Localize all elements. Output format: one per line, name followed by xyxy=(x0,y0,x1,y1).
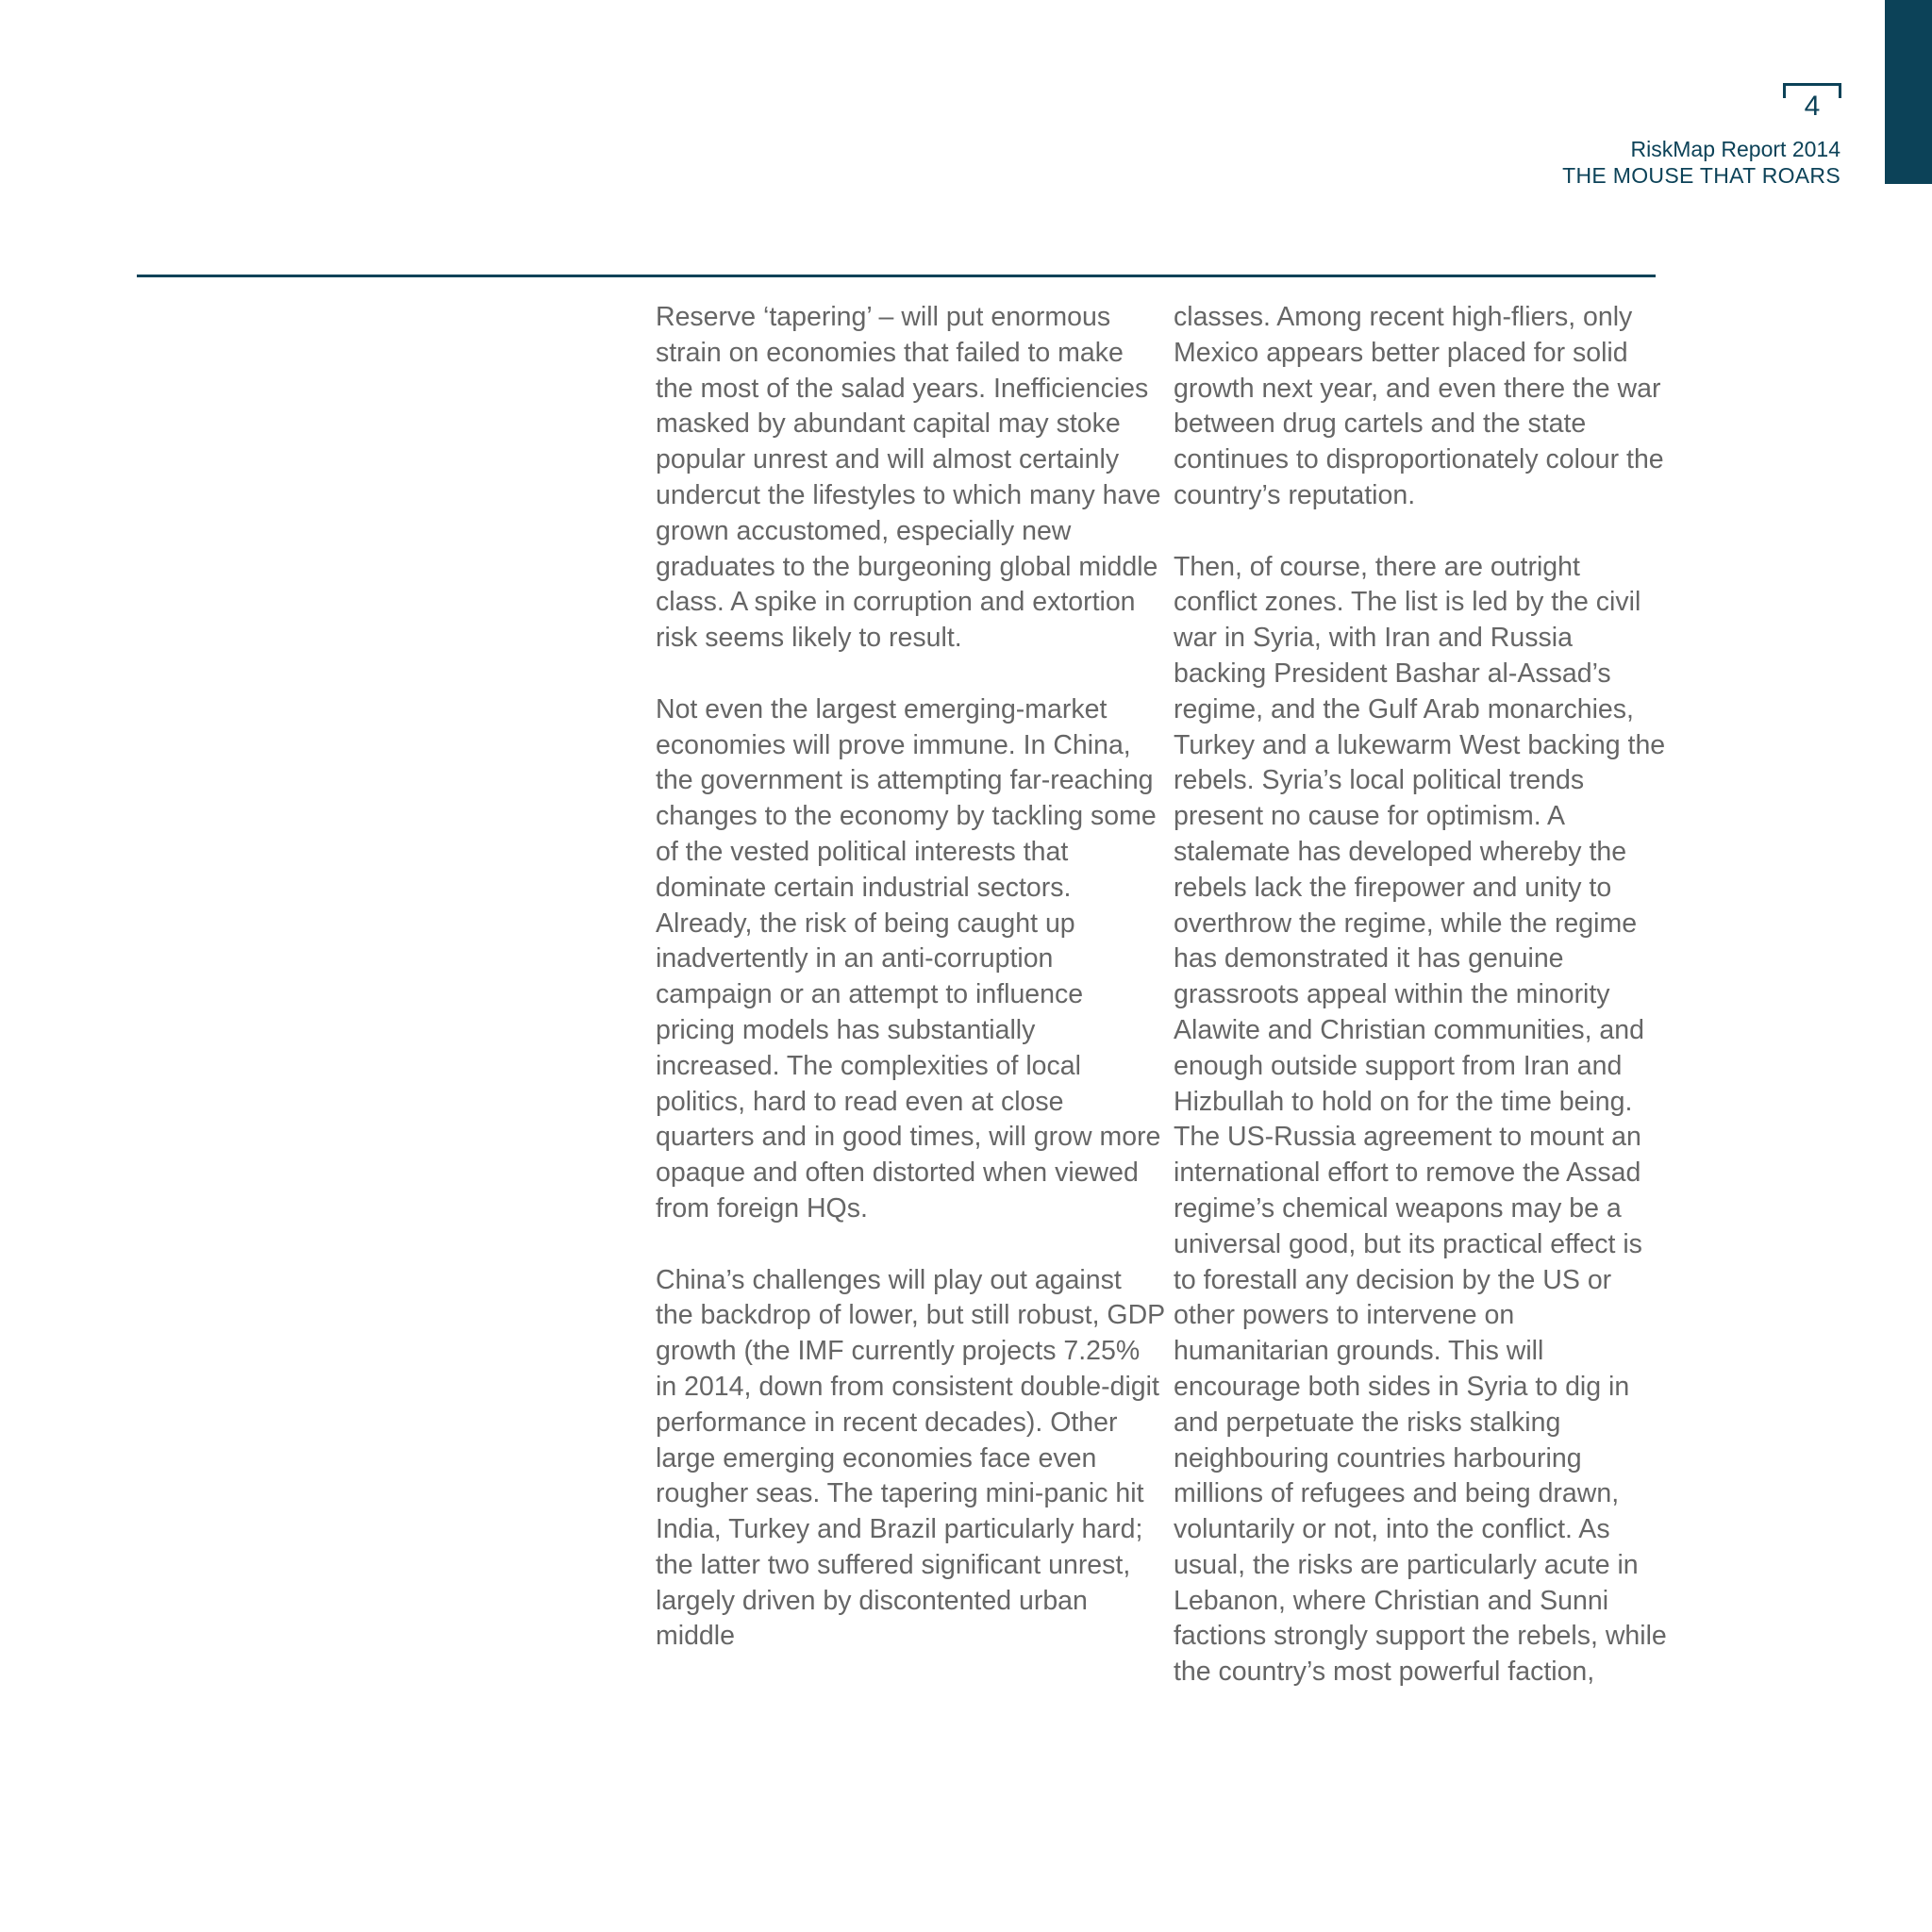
paragraph: Reserve ‘tapering’ – will put enormous strain on economies that failed to make the most of the salad years. Inefficiencies masked by abundant capital may stoke popular unrest and will almost certainly undercut the lifestyles to which many have grown accustomed, especially new graduates to the burgeoning global middle class. A spike in corruption and extortion risk seems likely to result. xyxy=(656,302,1161,654)
left-column xyxy=(656,300,1165,1690)
paragraph: China’s challenges will play out against the backdrop of lower, but still robust, GDP growth (the IMF currently projects 7.25% in 2014, down from consistent double-digit performance in recent decades). Other large emerging economies face even rougher seas. The tapering mini-panic hit India, Turkey and Brazil particularly hard; the latter two suffered significant unrest, largely driven by discontented urban middle xyxy=(656,1264,1165,1652)
paragraph: Not even the largest emerging-market economies will prove immune. In China, the government is attempting far-reaching changes to the economy by tackling some of the vested political interests that dominate certain industrial sectors. Already, the risk of being caught up inadvertently in an anti-corruption campaign or an attempt to influence pricing models has substantially increased. The complexities of local politics, hard to read even at close quarters and in good times, will grow more opaque and often distorted when viewed from foreign HQs. xyxy=(656,693,1161,1224)
report-subtitle: THE MOUSE THAT ROARS xyxy=(1562,163,1840,188)
header-divider xyxy=(137,275,1656,277)
paragraph: classes. Among recent high-fliers, only Mexico appears better placed for solid growth next year, and even there the war between drug cartels and the state continues to disproportionately colour the country’s reputation. xyxy=(1174,302,1664,510)
paragraph: Then, of course, there are outright conflict zones. The list is led by the civil war in Syria, with Iran and Russia backing President Bashar al-Assad’s regime, and the Gulf Arab monarchies, Turkey and a lukewarm West backing the rebels. Syria’s local political trends present no cause for optimism. A stalemate has developed whereby the rebels lack the firepower and unity to overthrow the regime, while the regime has demonstrated it has genuine grassroots appeal within the minority Alawite and Christian communities, and enough outside support from Iran and Hizbullah to hold on for the time being. The US-Russia agreement to mount an international effort to remove the Assad regime’s chemical weapons may be a universal good, but its practical effect is to forestall any decision by the US or other powers to intervene on humanitarian grounds. This will encourage both sides in Syria to dig in and perpetuate the risks stalking neighbouring countries harbouring millions of refugees and being drawn, voluntarily or not, into the conflict. As usual, the risks are particularly acute in Lebanon, where Christian and Sunni factions strongly support the rebels, while the country’s most powerful faction, xyxy=(1174,551,1667,1688)
corner-tab xyxy=(1885,0,1932,184)
right-column xyxy=(1174,300,1669,1726)
page-number: 4 xyxy=(1804,91,1821,122)
report-title: RiskMap Report 2014 xyxy=(1630,137,1840,161)
